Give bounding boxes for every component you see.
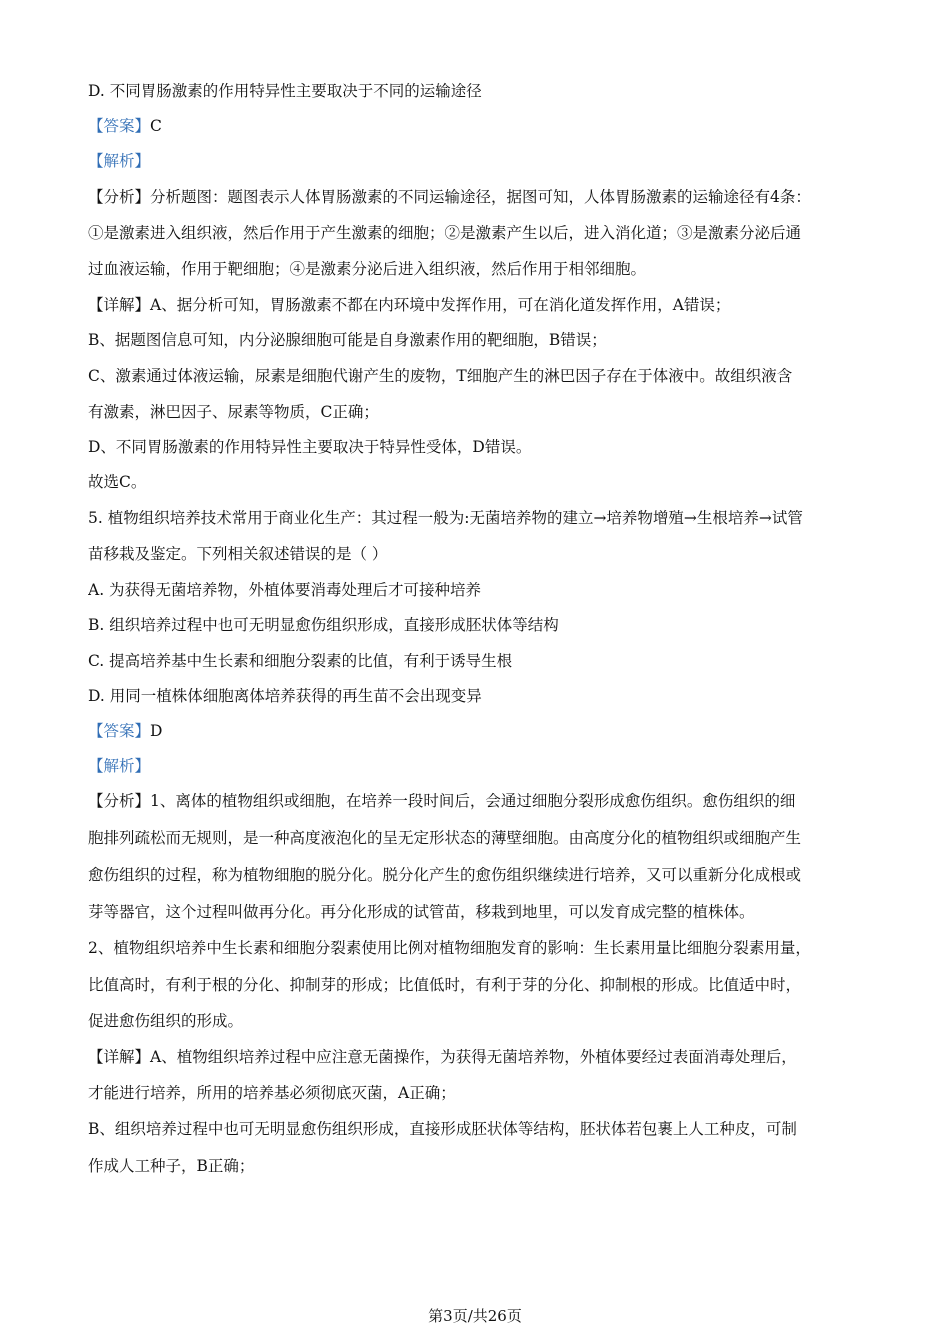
answer-line: 【答案】C <box>88 117 162 135</box>
option-a: A. 为获得无菌培养物，外植体要消毒处理后才可接种培养 <box>88 581 482 599</box>
text-line: 【分析】1、离体的植物组织或细胞，在培养一段时间后，会通过细胞分裂形成愈伤组织。愈伤组织的细 <box>88 792 796 810</box>
answer-tag: 【答案】 <box>88 117 151 135</box>
text-line: 胞排列疏松而无规则，是一种高度液泡化的呈无定形状态的薄壁细胞。由高度分化的植物组织或细胞产生 <box>88 829 802 847</box>
page-number: 第3页/共26页 <box>428 1307 522 1325</box>
text-line: 愈伤组织的过程，称为植物细胞的脱分化。脱分化产生的愈伤组织继续进行培养，又可以重新分化成根或 <box>88 866 802 884</box>
option-d: D. 用同一植株体细胞离体培养获得的再生苗不会出现变异 <box>88 687 482 705</box>
analysis-tag: 【解析】 <box>88 152 151 170</box>
answer-line: 【答案】D <box>88 722 163 740</box>
text-line: C、激素通过体液运输，尿素是细胞代谢产生的废物，T细胞产生的淋巴因子存在于体液中。故组织液含 <box>88 367 793 385</box>
text-line: D、不同胃肠激素的作用特异性主要取决于特异性受体，D错误。 <box>88 438 532 456</box>
analysis-heading <box>88 755 878 777</box>
text-line: 促进愈伤组织的形成。 <box>88 1012 244 1030</box>
text-line: 有激素，淋巴因子、尿素等物质，C正确； <box>88 403 379 421</box>
text-line: 比值高时，有利于根的分化、抑制芽的形成；比值低时，有利于芽的分化、抑制根的形成。比值适中时， <box>88 976 802 994</box>
text-line: B、组织培养过程中也可无明显愈伤组织形成，直接形成胚状体等结构，胚状体若包裹上人工种皮，可制 <box>88 1120 797 1138</box>
text-line: 【详解】A、植物组织培养过程中应注意无菌操作，为获得无菌培养物，外植体要经过表面消毒处理后， <box>88 1048 797 1066</box>
text-line: D. 不同胃肠激素的作用特异性主要取决于不同的运输途径 <box>88 82 482 100</box>
analysis-heading <box>88 150 878 172</box>
text-line: ①是激素进入组织液，然后作用于产生激素的细胞；②是激素产生以后，进入消化道；③是激素分泌后通 <box>88 224 802 242</box>
text-line: 【详解】A、据分析可知，胃肠激素不都在内环境中发挥作用，可在消化道发挥作用，A错误； <box>88 296 731 314</box>
option-c: C. 提高培养基中生长素和细胞分裂素的比值，有利于诱导生根 <box>88 652 513 670</box>
answer-tag: 【答案】 <box>88 722 151 740</box>
text-line: B、据题图信息可知，内分泌腺细胞可能是自身激素作用的靶细胞，B错误； <box>88 331 607 349</box>
text-line: 作成人工种子，B正确； <box>88 1157 255 1175</box>
text-line: 芽等器官，这个过程叫做再分化。再分化形成的试管苗，移栽到地里，可以发育成完整的植株体。 <box>88 903 755 921</box>
text-line: 【分析】分析题图：题图表示人体胃肠激素的不同运输途径，据图可知，人体胃肠激素的运输途径有4条： <box>88 188 811 206</box>
analysis-tag: 【解析】 <box>88 757 151 775</box>
text-line: 故选C。 <box>88 473 147 491</box>
option-b: B. 组织培养过程中也可无明显愈伤组织形成，直接形成胚状体等结构 <box>88 616 559 634</box>
question-stem: 苗移栽及鉴定。下列相关叙述错误的是（ ） <box>88 545 388 563</box>
text-line: 才能进行培养，所用的培养基必须彻底灭菌，A正确； <box>88 1084 456 1102</box>
text-line: 2、植物组织培养中生长素和细胞分裂素使用比例对植物细胞发育的影响：生长素用量比细胞分裂素用量， <box>88 939 811 957</box>
question-stem: 5. 植物组织培养技术常用于商业化生产：其过程一般为:无菌培养物的建立→培养物增殖→生根培养→试管 <box>88 509 803 527</box>
text-line: 过血液运输，作用于靶细胞；④是激素分泌后进入组织液，然后作用于相邻细胞。 <box>88 260 647 278</box>
